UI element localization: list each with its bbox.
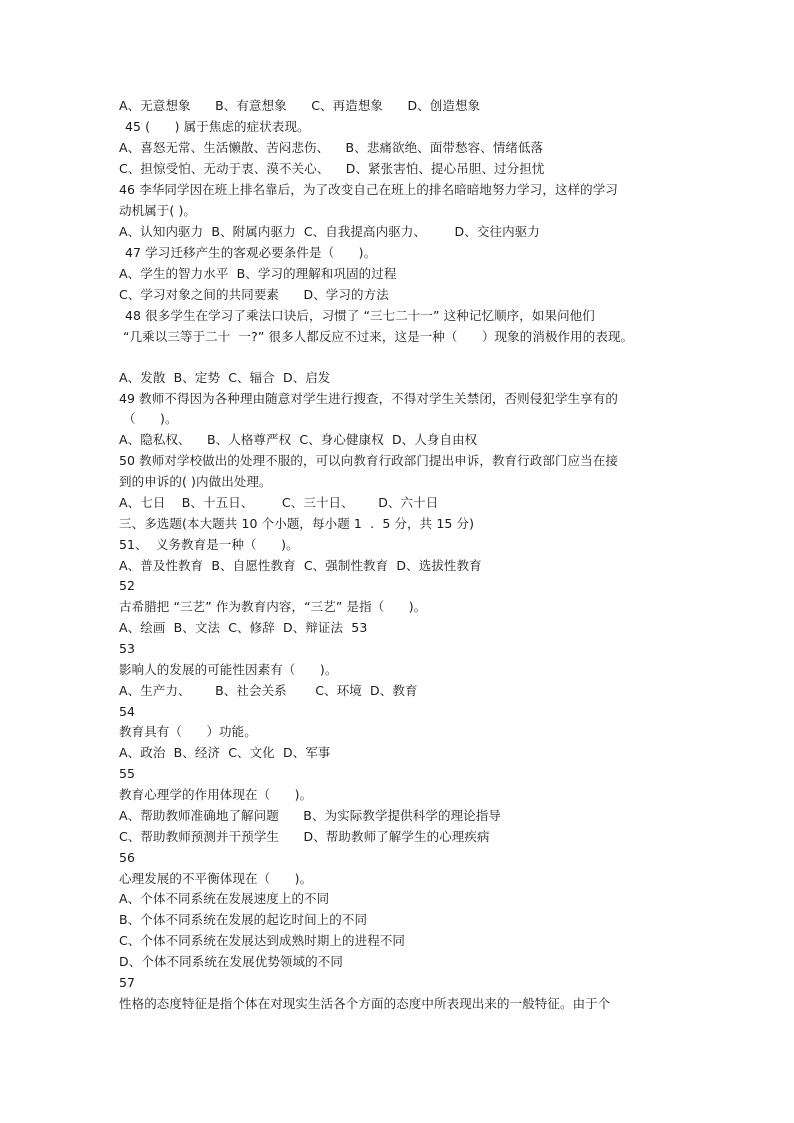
q50-options: A、七日 B、十五日、 C、三十日、 D、六十日 <box>119 495 439 510</box>
q49-stem-line1: 49 教师不得因为各种理由随意对学生进行搜查，不得对学生关禁闭，否则侵犯学生享有的 <box>119 391 618 406</box>
q47-options-ab: A、学生的智力水平 B、学习的理解和巩固的过程 <box>119 266 397 281</box>
q52-number: 52 <box>119 578 136 593</box>
q53-number: 53 <box>119 641 136 656</box>
q56-stem: 心理发展的不平衡体现在（ )。 <box>119 871 313 886</box>
q48-options: A、发散 B、定势 C、辐合 D、启发 <box>119 370 331 385</box>
q46-options: A、认知内驱力 B、附属内驱力 C、自我提高内驱力、 D、交往内驱力 <box>119 224 540 239</box>
q54-number: 54 <box>119 704 136 719</box>
q56-option-c: C、个体不同系统在发展达到成熟时期上的进程不同 <box>119 933 406 948</box>
q57-number: 57 <box>119 975 136 990</box>
q55-stem: 教育心理学的作用体现在（ )。 <box>119 787 313 802</box>
q55-options-cd: C、帮助教师预测并干预学生 D、帮助教师了解学生的心理疾病 <box>119 829 490 844</box>
q50-stem-line2: 到的申诉的( )内做出处理。 <box>119 474 272 489</box>
q53-stem: 影响人的发展的可能性因素有（ )。 <box>119 662 338 677</box>
q45-options-ab: A、喜怒无常、生活懒散、苦闷悲伤、 B、悲痛欲绝、面带愁容、情绪低落 <box>119 140 544 155</box>
q54-options: A、政治 B、经济 C、文化 D、军事 <box>119 745 331 760</box>
q51-options: A、普及性教育 B、自愿性教育 C、强制性教育 D、选拔性教育 <box>119 558 482 573</box>
q56-option-d: D、个体不同系统在发展优势领域的不同 <box>119 954 343 969</box>
q57-stem-line1: 性格的态度特征是指个体在对现实生活各个方面的态度中所表现出来的一般特征。由于个 <box>119 996 611 1011</box>
q44-options: A、无意想象 B、有意想象 C、再造想象 D、创造想象 <box>119 98 481 113</box>
q46-stem-line1: 46 李华同学因在班上排名靠后，为了改变自己在班上的排名暗暗地努力学习，这样的学习 <box>119 182 618 197</box>
q50-stem-line1: 50 教师对学校做出的处理不服的，可以向教育行政部门提出申诉，教育行政部门应当在接 <box>119 453 618 468</box>
q52-options: A、绘画 B、文法 C、修辞 D、辩证法 53 <box>119 620 368 635</box>
q45-stem: 45 ( ) 属于焦虑的症状表现。 <box>125 119 310 134</box>
q48-stem-line2: “几乘以三等于二十 一?” 很多人都反应不过来，这是一种（ ）现象的消极作用的表现。 <box>123 329 634 344</box>
q56-option-b: B、个体不同系统在发展的起讫时间上的不同 <box>119 912 368 927</box>
q54-stem: 教育具有（ ）功能。 <box>119 724 257 739</box>
q53-options: A、生产力、 B、社会关系 C、环境 D、教育 <box>119 683 418 698</box>
q45-options-cd: C、担惊受怕、无动于衷、漠不关心、 D、紧张害怕、提心吊胆、过分担忧 <box>119 161 545 176</box>
q46-stem-line2: 动机属于( )。 <box>119 203 197 218</box>
q47-stem: 47 学习迁移产生的客观必要条件是（ )。 <box>125 245 377 260</box>
q52-stem: 古希腊把 “三艺” 作为教育内容，“三艺” 是指（ )。 <box>119 599 427 614</box>
q56-option-a: A、个体不同系统在发展速度上的不同 <box>119 891 330 906</box>
q49-stem-line2: （ )。 <box>123 411 178 426</box>
q49-options: A、隐私权、 B、人格尊严权 C、身心健康权 D、人身自由权 <box>119 432 478 447</box>
section-heading-multiple-choice: 三、多选题(本大题共 10 个小题，每小题 1 . 5 分，共 15 分) <box>119 516 475 531</box>
q55-number: 55 <box>119 766 136 781</box>
q55-options-ab: A、帮助教师准确地了解问题 B、为实际教学提供科学的理论指导 <box>119 808 501 823</box>
q51-stem: 51、 义务教育是一种（ )。 <box>119 537 299 552</box>
q48-stem-line1: 48 很多学生在学习了乘法口诀后，习惯了 “三七二十一” 这种记忆顺序，如果问他们 <box>125 308 595 323</box>
q47-options-cd: C、学习对象之间的共同要素 D、学习的方法 <box>119 287 389 302</box>
q56-number: 56 <box>119 850 136 865</box>
